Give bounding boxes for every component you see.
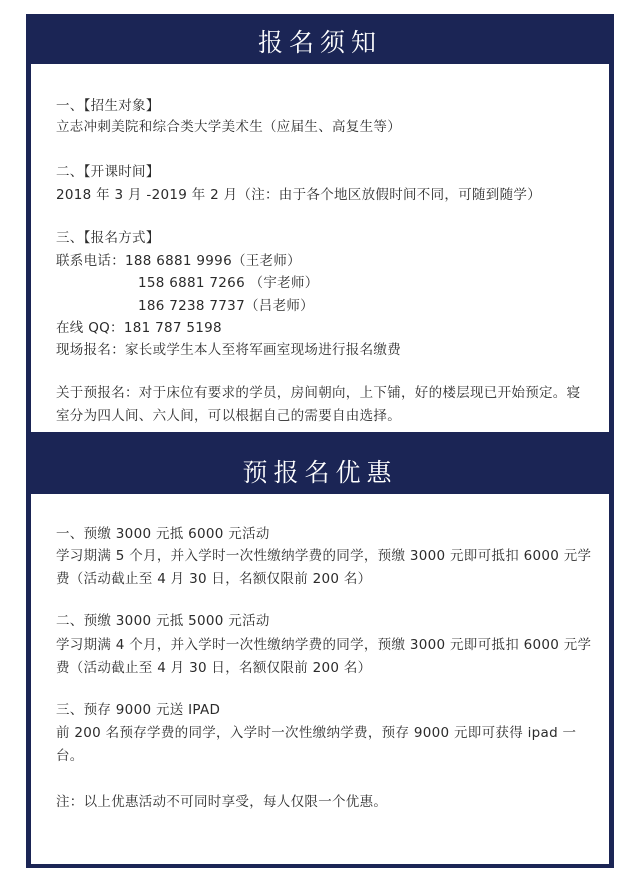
offer-3-heading: 三、预存 9000 元送 IPAD bbox=[56, 702, 221, 718]
schedule-heading: 二、【开课时间】 bbox=[56, 164, 160, 180]
method-heading: 三、【报名方式】 bbox=[56, 230, 160, 246]
promotions-panel bbox=[31, 494, 609, 864]
phone-line-2: 158 6881 7266 （宇老师） bbox=[138, 275, 319, 291]
registration-title: 报名须知 bbox=[257, 28, 382, 57]
qq-line: 在线 QQ：181 787 5198 bbox=[56, 320, 222, 336]
notice-frame bbox=[26, 14, 614, 868]
prebook-note: 关于预报名：对于床位有要求的学员，房间朝向，上下铺，好的楼层现已开始预定。寝室分为四人间、六人间，可以根据自己的需要自由选择。 bbox=[56, 385, 581, 424]
offer-1-heading: 一、预缴 3000 元抵 6000 元活动 bbox=[56, 526, 270, 542]
promotions-title: 预报名优惠 bbox=[242, 458, 398, 487]
phone-line-3: 186 7238 7737（吕老师） bbox=[138, 298, 314, 314]
offer-3-text: 前 200 名预存学费的同学，入学时一次性缴纳学费，预存 9000 元即可获得 ipad 一台。 bbox=[56, 725, 577, 764]
offer-2-text: 学习期满 4 个月，并入学时一次性缴纳学费的同学，预缴 3000 元即可抵扣 6000 元学费（活动截止至 4 月 30 日，名额仅限前 200 名） bbox=[56, 637, 592, 676]
registration-panel bbox=[31, 64, 609, 432]
offer-1-text: 学习期满 5 个月，并入学时一次性缴纳学费的同学，预缴 3000 元即可抵扣 6000 元学费（活动截止至 4 月 30 日，名额仅限前 200 名） bbox=[56, 548, 592, 587]
offer-2-heading: 二、预缴 3000 元抵 5000 元活动 bbox=[56, 613, 270, 629]
promotions-footnote: 注：以上优惠活动不可同时享受，每人仅限一个优惠。 bbox=[56, 794, 388, 810]
phone-line-1: 联系电话：188 6881 9996（王老师） bbox=[56, 253, 301, 269]
recruit-heading: 一、【招生对象】 bbox=[56, 98, 160, 114]
recruit-text: 立志冲刺美院和综合类大学美术生（应届生、高复生等） bbox=[56, 119, 401, 135]
onsite-line: 现场报名：家长或学生本人至将军画室现场进行报名缴费 bbox=[56, 342, 401, 358]
schedule-text: 2018 年 3 月 -2019 年 2 月（注：由于各个地区放假时间不同，可随到随学） bbox=[56, 187, 541, 203]
